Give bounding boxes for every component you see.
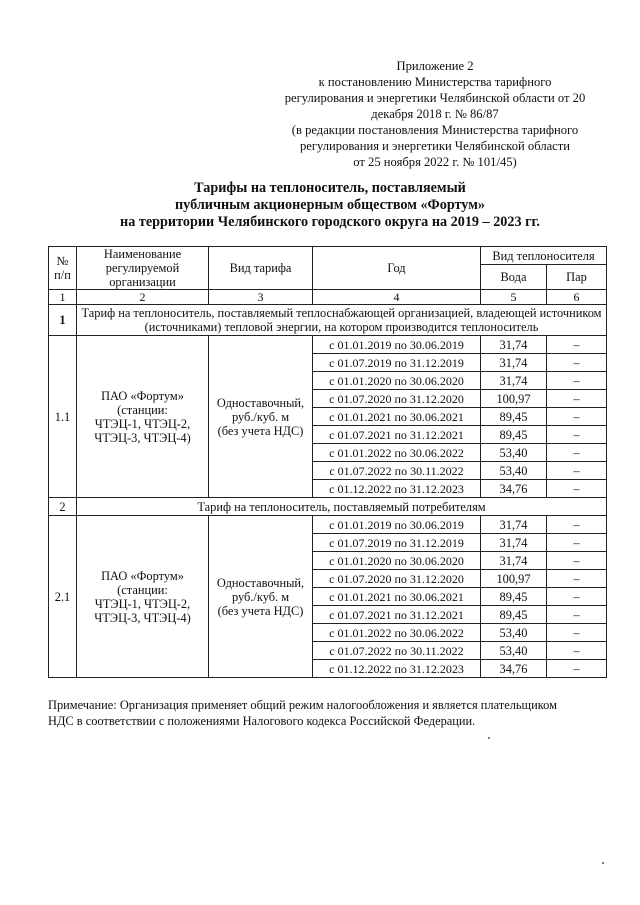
- tariff-type-line: (без учета НДС): [217, 423, 304, 438]
- header-year: Год: [313, 247, 481, 290]
- steam-tariff-cell: –: [547, 462, 607, 480]
- section-number: 2: [49, 498, 77, 516]
- tariff-type-line: руб./куб. м: [231, 409, 290, 424]
- steam-tariff-cell: –: [547, 588, 607, 606]
- steam-tariff-cell: –: [547, 516, 607, 534]
- period-cell: с 01.07.2021 по 31.12.2021: [313, 426, 481, 444]
- header-steam: Пар: [547, 265, 607, 290]
- water-tariff-cell: 89,45: [481, 408, 547, 426]
- appendix-line: регулирования и энергетики Челябинской области от 20: [284, 91, 586, 105]
- organization-line: ЧТЭЦ-3, ЧТЭЦ-4): [94, 430, 191, 445]
- period-cell: с 01.12.2022 по 31.12.2023: [313, 660, 481, 678]
- tariff-table-body: [49, 247, 607, 678]
- steam-tariff-cell: –: [547, 534, 607, 552]
- water-tariff-cell: 31,74: [481, 534, 547, 552]
- appendix-line: регулирования и энергетики Челябинской области: [299, 139, 571, 153]
- header-water: Вода: [481, 265, 547, 290]
- tariff-type-line: Одноставочный,: [216, 575, 305, 590]
- subsection-number: 2.1: [49, 516, 77, 678]
- header-carrier-type: Вид теплоносителя: [481, 247, 607, 265]
- water-tariff-cell: 89,45: [481, 606, 547, 624]
- organization-line: (станции:: [117, 582, 168, 597]
- period-cell: с 01.12.2022 по 31.12.2023: [313, 480, 481, 498]
- period-cell: с 01.01.2022 по 30.06.2022: [313, 624, 481, 642]
- table-row: [49, 336, 607, 354]
- steam-tariff-cell: –: [547, 570, 607, 588]
- organization-line: ПАО «Фортум»: [101, 568, 184, 583]
- water-tariff-cell: 31,74: [481, 552, 547, 570]
- steam-tariff-cell: –: [547, 642, 607, 660]
- period-cell: с 01.07.2020 по 31.12.2020: [313, 570, 481, 588]
- period-cell: с 01.07.2021 по 31.12.2021: [313, 606, 481, 624]
- steam-tariff-cell: –: [547, 480, 607, 498]
- tariff-type-line: руб./куб. м: [231, 589, 290, 604]
- period-cell: с 01.01.2020 по 30.06.2020: [313, 372, 481, 390]
- water-tariff-cell: 100,97: [481, 390, 547, 408]
- water-tariff-cell: 53,40: [481, 642, 547, 660]
- organization-line: ЧТЭЦ-3, ЧТЭЦ-4): [94, 610, 191, 625]
- header-row: [49, 247, 607, 265]
- column-number: 4: [313, 290, 481, 305]
- footnote-line: НДС в соответствии с положениями Налогового кодекса Российской Федерации.: [48, 714, 476, 728]
- water-tariff-cell: 53,40: [481, 444, 547, 462]
- section-title: Тариф на теплоноситель, поставляемый теплоснабжающей организацией, владеющей источником (источниками) тепловой энергии, на котором производится теплоноситель: [77, 305, 607, 336]
- organization-line: (станции:: [117, 402, 168, 417]
- period-cell: с 01.01.2019 по 30.06.2019: [313, 516, 481, 534]
- steam-tariff-cell: –: [547, 372, 607, 390]
- column-number: 6: [547, 290, 607, 305]
- period-cell: с 01.01.2020 по 30.06.2020: [313, 552, 481, 570]
- tariff-type-line: (без учета НДС): [217, 603, 304, 618]
- tariff-table: [48, 246, 607, 678]
- appendix-header: [250, 58, 620, 170]
- period-cell: с 01.01.2021 по 30.06.2021: [313, 408, 481, 426]
- column-number: 5: [481, 290, 547, 305]
- period-cell: с 01.01.2022 по 30.06.2022: [313, 444, 481, 462]
- water-tariff-cell: 31,74: [481, 336, 547, 354]
- steam-tariff-cell: –: [547, 624, 607, 642]
- period-cell: с 01.07.2022 по 30.11.2022: [313, 642, 481, 660]
- period-cell: с 01.01.2021 по 30.06.2021: [313, 588, 481, 606]
- water-tariff-cell: 34,76: [481, 480, 547, 498]
- water-tariff-cell: 34,76: [481, 660, 547, 678]
- period-cell: с 01.01.2019 по 30.06.2019: [313, 336, 481, 354]
- steam-tariff-cell: –: [547, 354, 607, 372]
- steam-tariff-cell: –: [547, 408, 607, 426]
- tariff-type: [209, 336, 313, 498]
- steam-tariff-cell: –: [547, 444, 607, 462]
- title-line: публичным акционерным обществом «Фортум»: [175, 197, 485, 213]
- organization-name: [77, 336, 209, 498]
- steam-tariff-cell: –: [547, 390, 607, 408]
- column-number: 2: [77, 290, 209, 305]
- header-org: Наименование регулируемой организации: [77, 247, 209, 290]
- section-row: [49, 498, 607, 516]
- title-line: на территории Челябинского городского округа на 2019 – 2023 гг.: [120, 214, 540, 230]
- tariff-type: [209, 516, 313, 678]
- column-number: 1: [49, 290, 77, 305]
- tariff-type-line: Одноставочный,: [216, 395, 305, 410]
- steam-tariff-cell: –: [547, 606, 607, 624]
- water-tariff-cell: 100,97: [481, 570, 547, 588]
- header-num: № п/п: [49, 247, 77, 290]
- organization-line: ЧТЭЦ-1, ЧТЭЦ-2,: [94, 596, 191, 611]
- water-tariff-cell: 31,74: [481, 372, 547, 390]
- document-title: [60, 180, 600, 231]
- water-tariff-cell: 53,40: [481, 462, 547, 480]
- period-cell: с 01.07.2019 по 31.12.2019: [313, 534, 481, 552]
- section-number: 1: [49, 305, 77, 336]
- water-tariff-cell: 31,74: [481, 354, 547, 372]
- water-tariff-cell: 89,45: [481, 588, 547, 606]
- period-cell: с 01.07.2019 по 31.12.2019: [313, 354, 481, 372]
- scan-speck: [488, 737, 490, 739]
- section-row: [49, 305, 607, 336]
- steam-tariff-cell: –: [547, 552, 607, 570]
- section-title: Тариф на теплоноситель, поставляемый потребителям: [77, 498, 607, 516]
- footnote: [48, 697, 608, 729]
- subsection-number: 1.1: [49, 336, 77, 498]
- header-tariff-type: Вид тарифа: [209, 247, 313, 290]
- footnote-line: Примечание: Организация применяет общий режим налогообложения и является плательщиком: [48, 698, 557, 712]
- appendix-line: (в редакции постановления Министерства тарифного: [291, 123, 579, 137]
- column-number-row: [49, 290, 607, 305]
- column-number: 3: [209, 290, 313, 305]
- steam-tariff-cell: –: [547, 426, 607, 444]
- steam-tariff-cell: –: [547, 660, 607, 678]
- period-cell: с 01.07.2020 по 31.12.2020: [313, 390, 481, 408]
- steam-tariff-cell: –: [547, 336, 607, 354]
- appendix-line: Приложение 2: [396, 59, 474, 73]
- water-tariff-cell: 89,45: [481, 426, 547, 444]
- period-cell: с 01.07.2022 по 30.11.2022: [313, 462, 481, 480]
- table-row: [49, 516, 607, 534]
- organization-line: ПАО «Фортум»: [101, 388, 184, 403]
- organization-line: ЧТЭЦ-1, ЧТЭЦ-2,: [94, 416, 191, 431]
- title-line: Тарифы на теплоноситель, поставляемый: [194, 180, 466, 196]
- water-tariff-cell: 53,40: [481, 624, 547, 642]
- scan-speck: [602, 862, 604, 864]
- appendix-line: от 25 ноября 2022 г. № 101/45): [353, 155, 517, 169]
- appendix-line: к постановлению Министерства тарифного: [318, 75, 552, 89]
- organization-name: [77, 516, 209, 678]
- water-tariff-cell: 31,74: [481, 516, 547, 534]
- appendix-line: декабря 2018 г. № 86/87: [371, 107, 499, 121]
